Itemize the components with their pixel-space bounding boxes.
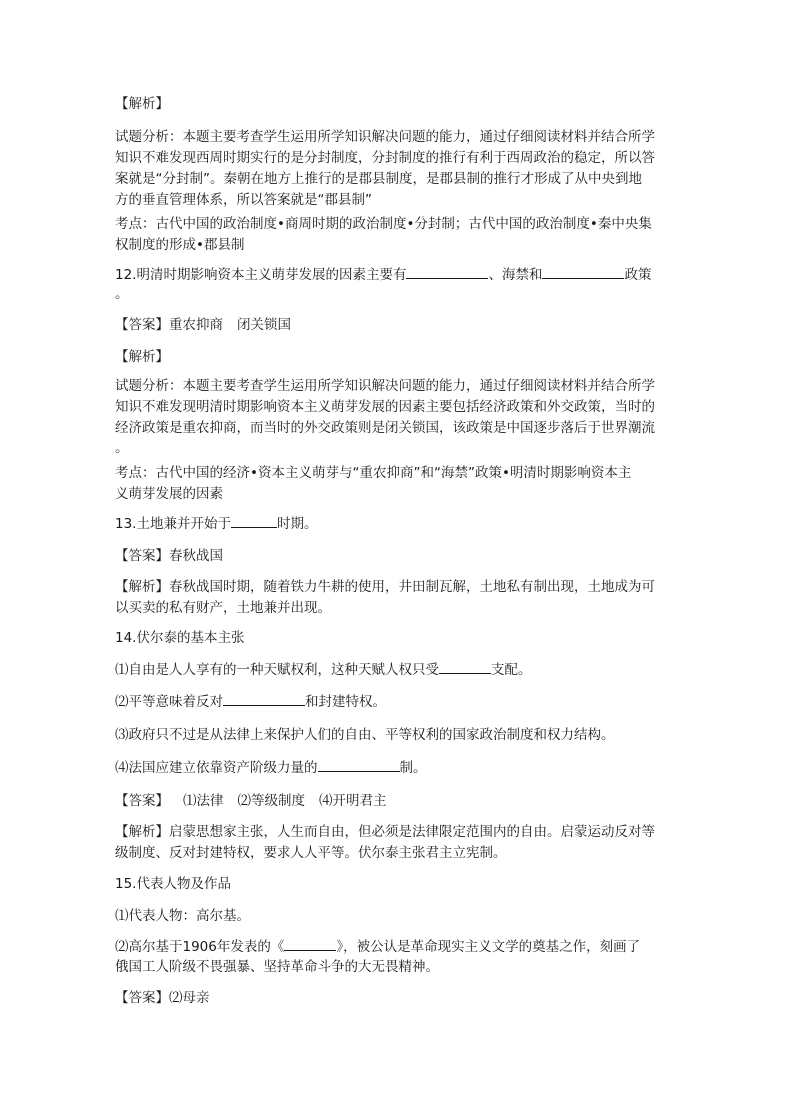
answer-blank xyxy=(406,265,488,279)
analysis-text: 级制度、反对封建特权，要求人人平等。伏尔泰主张君主立宪制。 xyxy=(115,845,507,861)
question-13: 13.土地兼并开始于 时期。 xyxy=(115,516,318,532)
exam-point: 权制度的形成•郡县制 xyxy=(115,237,245,253)
answer-blank xyxy=(542,265,624,279)
answer-blank xyxy=(318,758,400,772)
answer-blank xyxy=(231,514,277,528)
analysis-label: 【解析】 xyxy=(115,349,169,365)
answer-14: 【答案】 ⑴法律 ⑵等级制度 ⑷开明君主 xyxy=(115,793,387,809)
exam-point: 考点：古代中国的政治制度•商周时期的政治制度•分封制；古代中国的政治制度•秦中央集 xyxy=(115,216,652,232)
analysis-text: 试题分析：本题主要考查学生运用所学知识解决问题的能力，通过仔细阅读材料并结合所学 xyxy=(115,378,655,394)
question-14-item: ⑷法国应建立依靠资产阶级力量的 制。 xyxy=(115,760,427,776)
question-14-title: 14.伏尔泰的基本主张 xyxy=(115,630,245,646)
question-12-tail: 。 xyxy=(115,286,129,302)
analysis-text: 试题分析：本题主要考查学生运用所学知识解决问题的能力，通过仔细阅读材料并结合所学 xyxy=(115,129,655,145)
answer-12: 【答案】重农抑商 闭关锁国 xyxy=(115,317,291,333)
question-14-item: ⑴自由是人人享有的一种天赋权利，这种天赋人权只受 支配。 xyxy=(115,662,532,678)
analysis-text: 方的垂直管理体系，所以答案就是“郡县制” xyxy=(115,192,372,208)
analysis-text: 经济政策是重农抑商，而当时的外交政策则是闭关锁国，该政策是中国逐步落后于世界潮流 xyxy=(115,420,655,436)
answer-15: 【答案】⑵母亲 xyxy=(115,990,210,1006)
analysis-text: 。 xyxy=(115,440,129,456)
answer-13: 【答案】春秋战国 xyxy=(115,548,223,564)
analysis-text: 知识不难发现西周时期实行的是分封制度，分封制度的推行有利于西周政治的稳定，所以答 xyxy=(115,150,655,166)
question-15-title: 15.代表人物及作品 xyxy=(115,876,231,892)
question-15-item: ⑴代表人物：高尔基。 xyxy=(115,908,250,924)
analysis-text: 案就是“分封制”。秦朝在地方上推行的是郡县制度，是郡县制的推行才形成了从中央到地 xyxy=(115,171,642,187)
exam-point: 义萌芽发展的因素 xyxy=(115,486,223,502)
question-14-item: ⑶政府只不过是从法律上来保护人们的自由、平等权利的国家政治制度和权力结构。 xyxy=(115,727,615,743)
analysis-text: 【解析】启蒙思想家主张，人生而自由，但必须是法律限定范围内的自由。启蒙运动反对等 xyxy=(115,824,655,840)
question-14-item: ⑵平等意味着反对 和封建特权。 xyxy=(115,694,386,710)
answer-blank xyxy=(439,660,491,674)
question-15-item: 俄国工人阶级不畏强暴、坚持革命斗争的大无畏精神。 xyxy=(115,959,439,975)
analysis-text: 【解析】春秋战国时期，随着铁力牛耕的使用，井田制瓦解，土地私有制出现，土地成为可 xyxy=(115,579,655,595)
question-12: 12.明清时期影响资本主义萌芽发展的因素主要有 、海禁和 政策 xyxy=(115,267,652,283)
answer-blank xyxy=(284,937,336,951)
analysis-label: 【解析】 xyxy=(115,96,169,112)
question-15-item: ⑵高尔基于1906年发表的《 》，被公认是革命现实主义文学的奠基之作，刻画了 xyxy=(115,939,641,955)
answer-blank xyxy=(223,692,305,706)
analysis-text: 知识不难发现明清时期影响资本主义萌芽发展的因素主要包括经济政策和外交政策，当时的 xyxy=(115,399,655,415)
exam-point: 考点：古代中国的经济•资本主义萌芽与“重农抑商”和“海禁”政策•明清时期影响资本主 xyxy=(115,465,632,481)
analysis-text: 以买卖的私有财产，土地兼并出现。 xyxy=(115,600,331,616)
